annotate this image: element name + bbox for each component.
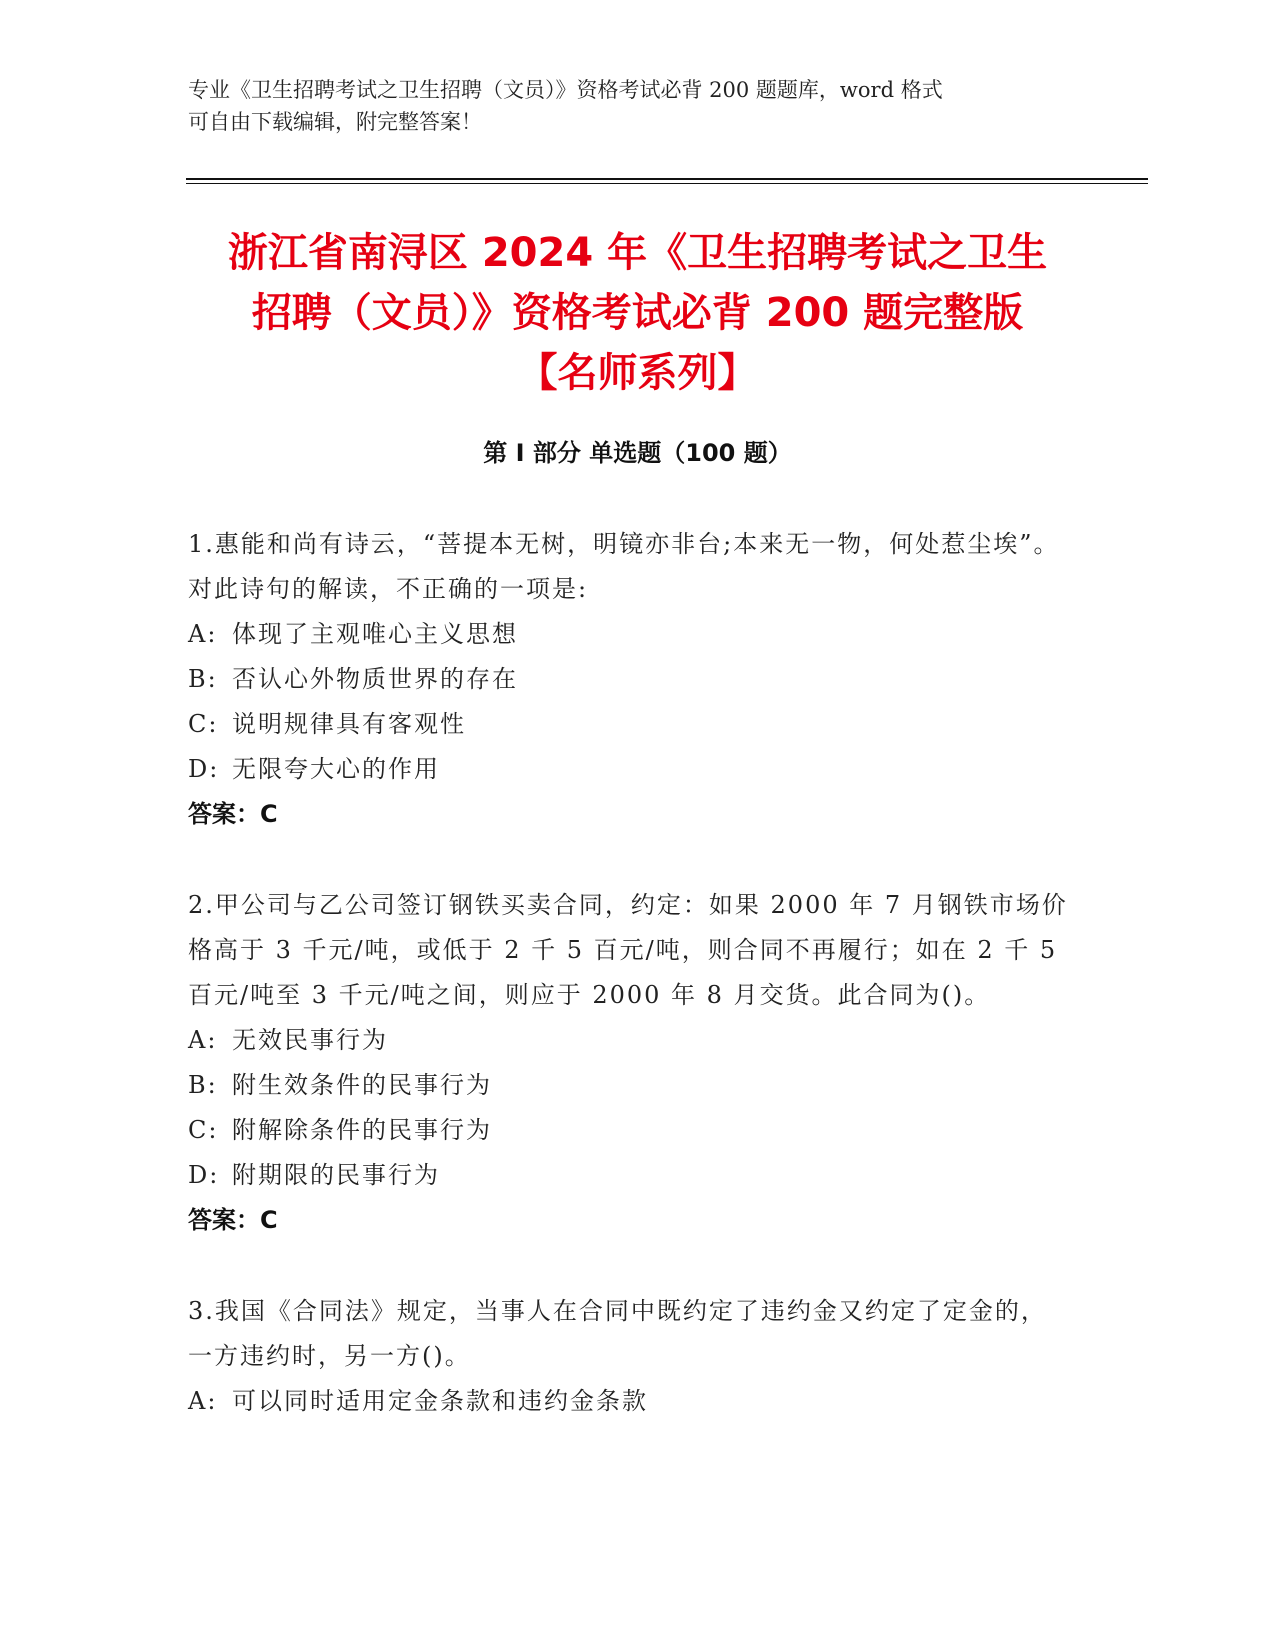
option-text: 附期限的民事行为: [232, 1161, 440, 1189]
option-key: D:: [188, 1161, 220, 1189]
option-text: 体现了主观唯心主义思想: [232, 620, 518, 648]
header-note-line: 专业《卫生招聘考试之卫生招聘（文员）》资格考试必背 200 题题库，word 格式: [188, 78, 943, 102]
question-list: [188, 522, 1068, 1470]
option-key: A:: [188, 1026, 218, 1054]
question-item: [188, 522, 1068, 837]
option-text: 无限夸大心的作用: [232, 755, 440, 783]
option-d: [188, 747, 1068, 792]
header-note-line: 可自由下载编辑，附完整答案！: [188, 110, 482, 134]
option-text: 无效民事行为: [232, 1026, 388, 1054]
answer-line: 答案：C: [188, 1206, 278, 1234]
option-c: [188, 702, 1068, 747]
option-key: B:: [188, 665, 218, 693]
question-item: [188, 1289, 1068, 1424]
title-line: 浙江省南浔区 2024 年《卫生招聘考试之卫生: [227, 230, 1048, 276]
option-text: 否认心外物质世界的存在: [232, 665, 518, 693]
section-heading: 第 I 部分 单选题（100 题）: [483, 439, 792, 467]
header-divider-thick: [186, 178, 1148, 180]
option-a: [188, 1379, 1068, 1424]
option-c: [188, 1108, 1068, 1153]
question-stem: 3.我国《合同法》规定，当事人在合同中既约定了违约金又约定了定金的，一方违约时，另一方()。: [188, 1297, 1047, 1370]
option-key: A:: [188, 620, 218, 648]
header-divider-thin: [186, 183, 1148, 184]
option-text: 附生效条件的民事行为: [232, 1071, 492, 1099]
option-key: C:: [188, 1116, 219, 1144]
option-key: B:: [188, 1071, 218, 1099]
option-a: [188, 612, 1068, 657]
option-b: [188, 657, 1068, 702]
option-key: A:: [188, 1387, 218, 1415]
option-key: D:: [188, 755, 220, 783]
question-stem: 1.惠能和尚有诗云，“菩提本无树，明镜亦非台;本来无一物，何处惹尘埃”。对此诗句的解读，不正确的一项是:: [188, 530, 1060, 603]
option-b: [188, 1063, 1068, 1108]
option-text: 可以同时适用定金条款和违约金条款: [232, 1387, 648, 1415]
option-text: 附解除条件的民事行为: [232, 1116, 492, 1144]
option-d: [188, 1153, 1068, 1198]
question-item: [188, 883, 1068, 1243]
answer-line: 答案：C: [188, 800, 278, 828]
title-line: 【名师系列】: [517, 350, 758, 396]
option-text: 说明规律具有客观性: [232, 710, 466, 738]
option-key: C:: [188, 710, 219, 738]
document-title: [150, 223, 1125, 403]
option-a: [188, 1018, 1068, 1063]
title-line: 招聘（文员）》资格考试必背 200 题完整版: [251, 290, 1024, 336]
question-stem: 2.甲公司与乙公司签订钢铁买卖合同，约定：如果 2000 年 7 月钢铁市场价格高于 3 千元/吨，或低于 2 千 5 百元/吨，则合同不再履行；如在 2 千 5 百元/吨至 3 千元/吨之间，则应于 2000 年 8 月交货。此合同为()。: [188, 891, 1068, 1009]
header-note: [188, 74, 1068, 138]
